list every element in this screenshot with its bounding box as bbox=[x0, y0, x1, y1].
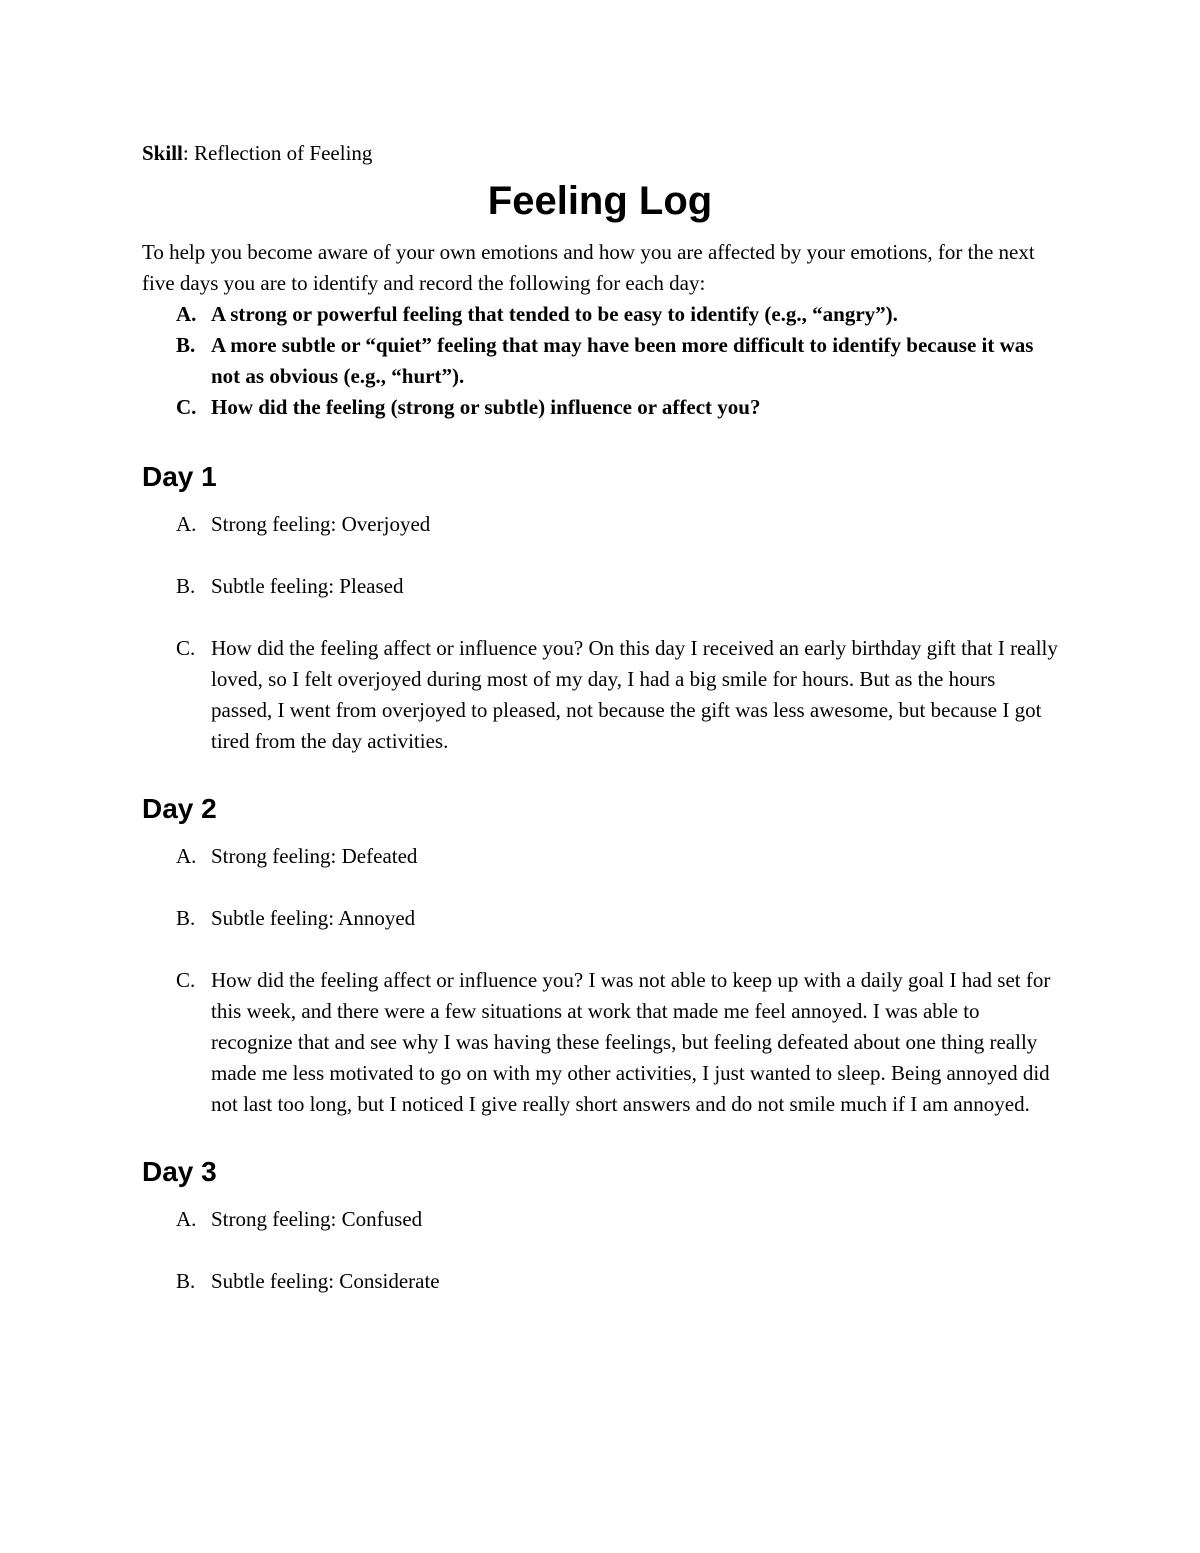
item-marker: B. bbox=[176, 906, 196, 930]
skill-label: Skill bbox=[142, 141, 183, 165]
list-item bbox=[142, 509, 1058, 540]
item-marker: B. bbox=[176, 574, 196, 598]
item-marker: A. bbox=[176, 1207, 197, 1231]
day-2-section bbox=[142, 791, 1058, 1120]
day-3-heading: Day 3 bbox=[142, 1156, 217, 1187]
skill-value: : Reflection of Feeling bbox=[182, 141, 373, 165]
item-text: Strong feeling: Defeated bbox=[211, 844, 418, 868]
item-text: Subtle feeling: Pleased bbox=[211, 574, 404, 598]
day-1-list bbox=[142, 509, 1058, 757]
instruction-item bbox=[142, 330, 1058, 392]
list-item bbox=[142, 1204, 1058, 1235]
item-marker: C. bbox=[176, 968, 196, 992]
document-page bbox=[142, 138, 1058, 1328]
intro-paragraph: To help you become aware of your own emotions and how you are affected by your emotions, for the next five days you are to identify and record the following for each day: bbox=[142, 240, 1035, 295]
instruction-text: A strong or powerful feeling that tended to be easy to identify (e.g., “angry”). bbox=[211, 302, 898, 326]
day-1-heading: Day 1 bbox=[142, 461, 217, 492]
list-item bbox=[142, 841, 1058, 872]
item-marker: A. bbox=[176, 512, 197, 536]
instruction-text: A more subtle or “quiet” feeling that may have been more difficult to identify because it was not as obvious (e.g., “hurt”). bbox=[211, 333, 1034, 388]
item-text: Strong feeling: Confused bbox=[211, 1207, 423, 1231]
list-item bbox=[142, 571, 1058, 602]
item-text: Strong feeling: Overjoyed bbox=[211, 512, 431, 536]
instruction-list bbox=[142, 299, 1058, 423]
day-3-section bbox=[142, 1154, 1058, 1297]
day-2-list bbox=[142, 841, 1058, 1120]
day-2-heading: Day 2 bbox=[142, 793, 217, 824]
list-item bbox=[142, 1266, 1058, 1297]
item-marker: A. bbox=[176, 844, 197, 868]
skill-line bbox=[142, 138, 1058, 175]
list-item bbox=[142, 633, 1058, 757]
instruction-text: How did the feeling (strong or subtle) influence or affect you? bbox=[211, 395, 761, 419]
item-text: How did the feeling affect or influence you? On this day I received an early birthday gift that I really loved, so I felt overjoyed during most of my day, I had a big smile for hours. But as the hours passed, I went from overjoyed to pleased, not because the gift was less awesome, but because I got tired from the day activities. bbox=[211, 636, 1058, 753]
instruction-item bbox=[142, 299, 1058, 330]
item-marker: C. bbox=[176, 636, 196, 660]
instruction-marker: A. bbox=[176, 302, 197, 326]
item-text: Subtle feeling: Annoyed bbox=[211, 906, 416, 930]
item-text: How did the feeling affect or influence you? I was not able to keep up with a daily goal I had set for this week, and there were a few situations at work that made me feel annoyed. I was able to recognize that and see why I was having these feelings, but feeling defeated about one thing really made me less motivated to go on with my other activities, I just wanted to sleep. Being annoyed did not last too long, but I noticed I give really short answers and do not smile much if I am annoyed. bbox=[211, 968, 1051, 1116]
instruction-marker: B. bbox=[176, 333, 196, 357]
list-item bbox=[142, 965, 1058, 1120]
document-title: Feeling Log bbox=[487, 179, 713, 223]
day-1-section bbox=[142, 459, 1058, 757]
instruction-marker: C. bbox=[176, 395, 197, 419]
day-3-list bbox=[142, 1204, 1058, 1297]
item-marker: B. bbox=[176, 1269, 196, 1293]
list-item bbox=[142, 903, 1058, 934]
instruction-item bbox=[142, 392, 1058, 423]
item-text: Subtle feeling: Considerate bbox=[211, 1269, 440, 1293]
